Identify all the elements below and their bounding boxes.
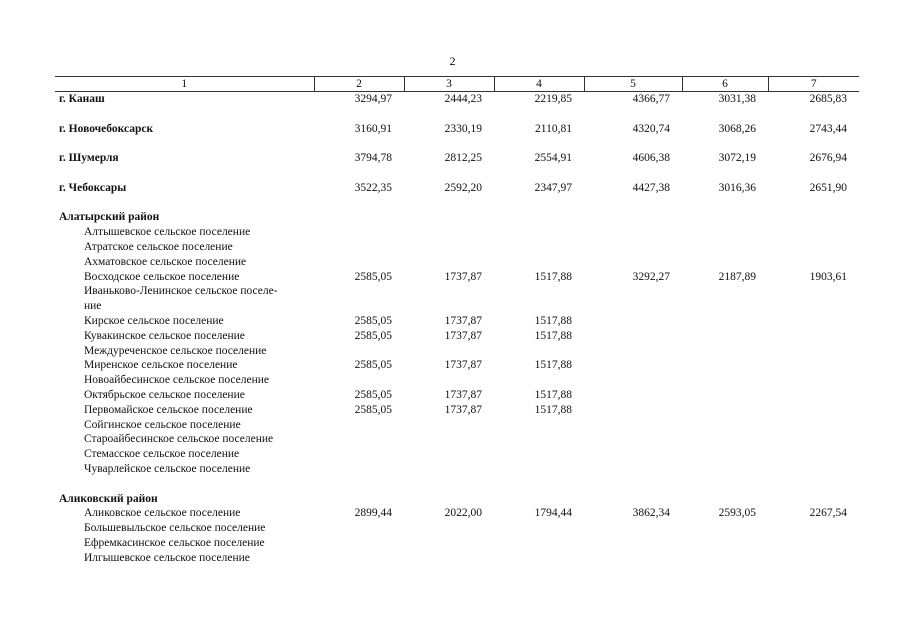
value-cell <box>682 255 768 270</box>
value-cell <box>494 240 584 255</box>
value-cell <box>768 329 859 344</box>
settlement-row <box>55 344 859 359</box>
spacer-row <box>55 196 859 211</box>
value-cell <box>584 551 682 566</box>
column-header: 7 <box>768 77 859 92</box>
value-cell <box>404 521 494 536</box>
spacer-cell <box>494 107 584 122</box>
row-name: Миренское сельское поселение <box>84 359 238 372</box>
settlement-row <box>55 418 859 433</box>
value-cell <box>682 373 768 388</box>
value-cell <box>494 462 584 477</box>
value-cell <box>682 536 768 551</box>
row-name: Староайбесинское сельское поселение <box>84 433 274 446</box>
value-cell: 4320,74 <box>632 122 670 135</box>
row-name: г. Чебоксары <box>59 181 127 194</box>
value-cell: 3072,19 <box>718 152 756 165</box>
value-cell <box>584 299 682 314</box>
value-cell <box>494 418 584 433</box>
spacer-cell <box>55 136 314 151</box>
spacer-cell <box>314 477 404 492</box>
value-cell: 1737,87 <box>444 388 482 401</box>
settlement-row <box>55 388 859 403</box>
value-cell <box>584 432 682 447</box>
value-cell <box>314 432 404 447</box>
value-cell <box>314 418 404 433</box>
spacer-cell <box>584 136 682 151</box>
row-name: Кувакинское сельское поселение <box>84 329 245 342</box>
value-cell <box>584 373 682 388</box>
value-cell <box>682 388 768 403</box>
value-cell: 2685,83 <box>809 93 847 105</box>
value-cell: 2585,05 <box>354 359 392 372</box>
settlement-row <box>55 551 859 566</box>
value-cell <box>768 388 859 403</box>
value-cell <box>682 299 768 314</box>
value-cell <box>768 225 859 240</box>
value-cell <box>494 536 584 551</box>
table-header-row <box>55 77 859 92</box>
value-cell <box>584 329 682 344</box>
row-name: Стемасское сельское поселение <box>84 448 240 461</box>
value-cell <box>682 462 768 477</box>
value-cell <box>494 521 584 536</box>
group-row <box>55 181 859 196</box>
value-cell: 2219,85 <box>534 93 572 105</box>
value-cell: 2585,05 <box>354 314 392 327</box>
row-name: Кирское сельское поселение <box>84 314 224 327</box>
spacer-cell <box>314 136 404 151</box>
spacer-cell <box>314 196 404 211</box>
value-cell <box>314 344 404 359</box>
value-cell: 2676,94 <box>809 152 847 165</box>
value-cell <box>768 432 859 447</box>
row-name: Междуреченское сельское поселение <box>84 344 267 357</box>
value-cell <box>404 551 494 566</box>
value-cell <box>314 536 404 551</box>
value-cell <box>494 344 584 359</box>
value-cell: 1517,88 <box>534 388 572 401</box>
value-cell <box>682 210 768 225</box>
settlement-row <box>55 447 859 462</box>
value-cell: 3794,78 <box>354 152 392 165</box>
value-cell: 1737,87 <box>444 314 482 327</box>
value-cell <box>584 358 682 373</box>
spacer-cell <box>768 196 859 211</box>
value-cell <box>682 432 768 447</box>
spacer-cell <box>494 196 584 211</box>
value-cell: 3292,27 <box>632 270 670 283</box>
table-body <box>55 92 859 566</box>
value-cell <box>314 492 404 507</box>
value-cell <box>314 284 404 299</box>
value-cell <box>584 388 682 403</box>
row-name: ние <box>84 300 102 313</box>
value-cell: 4366,77 <box>632 93 670 105</box>
row-name: Октябрьское сельское поселение <box>84 388 245 401</box>
row-name: Новоайбесинское сельское поселение <box>84 374 269 387</box>
spacer-cell <box>314 107 404 122</box>
value-cell: 2022,00 <box>444 507 482 520</box>
column-header: 1 <box>55 77 314 92</box>
value-cell <box>584 447 682 462</box>
value-cell: 4427,38 <box>632 181 670 194</box>
value-cell <box>768 536 859 551</box>
spacer-cell <box>494 166 584 181</box>
settlement-row <box>55 299 859 314</box>
value-cell <box>768 358 859 373</box>
value-cell <box>494 373 584 388</box>
value-cell <box>682 521 768 536</box>
value-cell <box>494 225 584 240</box>
value-cell: 1737,87 <box>444 359 482 372</box>
value-cell <box>768 284 859 299</box>
column-header: 3 <box>404 77 494 92</box>
spacer-cell <box>404 166 494 181</box>
row-name: Иваньково-Ленинское сельское поселе- <box>84 285 278 298</box>
row-name: г. Канаш <box>59 93 105 105</box>
spacer-cell <box>584 107 682 122</box>
value-cell <box>584 521 682 536</box>
column-header: 4 <box>494 77 584 92</box>
value-cell <box>314 447 404 462</box>
value-cell <box>682 240 768 255</box>
row-name: Аликовское сельское поселение <box>84 507 241 520</box>
value-cell <box>314 240 404 255</box>
value-cell: 3068,26 <box>718 122 756 135</box>
value-cell <box>584 536 682 551</box>
spacer-row <box>55 477 859 492</box>
value-cell <box>404 299 494 314</box>
spacer-cell <box>494 136 584 151</box>
value-cell: 1517,88 <box>534 359 572 372</box>
value-cell <box>682 358 768 373</box>
value-cell <box>404 373 494 388</box>
settlement-row <box>55 358 859 373</box>
settlement-row <box>55 225 859 240</box>
value-cell <box>404 447 494 462</box>
value-cell: 1737,87 <box>444 270 482 283</box>
spacer-cell <box>404 196 494 211</box>
row-name: Чуварлейское сельское поселение <box>84 462 251 475</box>
row-name: Ахматовское сельское поселение <box>84 255 247 268</box>
spacer-cell <box>768 107 859 122</box>
value-cell <box>404 284 494 299</box>
value-cell: 2592,20 <box>444 181 482 194</box>
value-cell: 2187,89 <box>718 270 756 283</box>
value-cell <box>404 536 494 551</box>
spacer-cell <box>768 477 859 492</box>
row-name: Аликовский район <box>59 492 158 505</box>
value-cell <box>494 492 584 507</box>
settlement-row <box>55 270 859 285</box>
value-cell: 3160,91 <box>354 122 392 135</box>
spacer-row <box>55 136 859 151</box>
row-name: Ефремкасинское сельское поселение <box>84 536 265 549</box>
value-cell: 4606,38 <box>632 152 670 165</box>
value-cell: 2899,44 <box>354 507 392 520</box>
value-cell: 2585,05 <box>354 270 392 283</box>
value-cell <box>584 284 682 299</box>
value-cell <box>494 551 584 566</box>
value-cell <box>584 240 682 255</box>
value-cell <box>404 225 494 240</box>
spacer-cell <box>682 196 768 211</box>
value-cell <box>584 418 682 433</box>
value-cell: 2585,05 <box>354 403 392 416</box>
settlement-row <box>55 536 859 551</box>
value-cell: 3031,38 <box>718 93 756 105</box>
value-cell: 2651,90 <box>809 181 847 194</box>
value-cell: 2585,05 <box>354 329 392 342</box>
settlement-row <box>55 314 859 329</box>
settlement-row <box>55 373 859 388</box>
value-cell <box>682 329 768 344</box>
spacer-cell <box>584 196 682 211</box>
value-cell <box>584 344 682 359</box>
value-cell <box>768 551 859 566</box>
spacer-cell <box>584 477 682 492</box>
settlement-row <box>55 255 859 270</box>
spacer-cell <box>314 166 404 181</box>
value-cell <box>584 314 682 329</box>
value-cell: 1517,88 <box>534 329 572 342</box>
value-cell <box>494 299 584 314</box>
value-cell: 3016,36 <box>718 181 756 194</box>
spacer-cell <box>584 166 682 181</box>
value-cell: 2812,25 <box>444 152 482 165</box>
row-name: Атратское сельское поселение <box>84 240 233 253</box>
value-cell <box>404 492 494 507</box>
spacer-cell <box>55 196 314 211</box>
value-cell <box>584 225 682 240</box>
value-cell <box>314 521 404 536</box>
value-cell <box>404 344 494 359</box>
row-name: Сойгинское сельское поселение <box>84 418 241 431</box>
value-cell <box>404 210 494 225</box>
value-cell: 3522,35 <box>354 181 392 194</box>
spacer-cell <box>55 477 314 492</box>
value-cell <box>682 492 768 507</box>
row-name: г. Новочебоксарск <box>59 122 154 135</box>
spacer-cell <box>494 477 584 492</box>
spacer-cell <box>404 477 494 492</box>
value-cell: 1517,88 <box>534 403 572 416</box>
row-name: г. Шумерля <box>59 152 119 165</box>
value-cell <box>404 462 494 477</box>
group-row <box>55 122 859 137</box>
spacer-cell <box>682 136 768 151</box>
settlement-row <box>55 432 859 447</box>
settlement-row <box>55 403 859 418</box>
value-cell <box>314 225 404 240</box>
column-header: 5 <box>584 77 682 92</box>
settlement-row <box>55 462 859 477</box>
value-cell <box>494 255 584 270</box>
value-cell: 1517,88 <box>534 270 572 283</box>
settlement-row <box>55 329 859 344</box>
value-cell <box>682 344 768 359</box>
value-cell <box>768 418 859 433</box>
value-cell <box>404 240 494 255</box>
value-cell: 2554,91 <box>534 152 572 165</box>
value-cell <box>314 551 404 566</box>
settlement-row <box>55 240 859 255</box>
value-cell <box>768 492 859 507</box>
page-number: 2 <box>449 54 456 68</box>
value-cell: 1737,87 <box>444 403 482 416</box>
value-cell <box>768 521 859 536</box>
value-cell <box>768 299 859 314</box>
value-cell <box>584 462 682 477</box>
value-cell <box>404 418 494 433</box>
value-cell <box>682 551 768 566</box>
value-cell <box>768 447 859 462</box>
spacer-row <box>55 166 859 181</box>
value-cell <box>768 344 859 359</box>
group-row <box>55 151 859 166</box>
settlement-row <box>55 506 859 521</box>
value-cell <box>768 373 859 388</box>
spacer-cell <box>682 477 768 492</box>
value-cell <box>404 432 494 447</box>
spacer-cell <box>55 107 314 122</box>
value-cell: 3862,34 <box>632 507 670 520</box>
row-name: Алтышевское сельское поселение <box>84 226 251 239</box>
value-cell <box>494 210 584 225</box>
group-row <box>55 92 859 107</box>
value-cell: 2330,19 <box>444 122 482 135</box>
value-cell <box>314 210 404 225</box>
spacer-cell <box>55 166 314 181</box>
value-cell <box>314 373 404 388</box>
value-cell <box>682 447 768 462</box>
value-cell <box>768 403 859 418</box>
value-cell: 2743,44 <box>809 122 847 135</box>
spacer-cell <box>404 136 494 151</box>
value-cell <box>494 432 584 447</box>
row-name: Первомайское сельское поселение <box>84 403 253 416</box>
value-cell <box>584 403 682 418</box>
spacer-cell <box>768 136 859 151</box>
column-header: 6 <box>682 77 768 92</box>
value-cell <box>768 462 859 477</box>
value-cell <box>682 418 768 433</box>
value-cell <box>494 284 584 299</box>
value-cell: 1737,87 <box>444 329 482 342</box>
value-cell <box>404 255 494 270</box>
value-cell <box>494 447 584 462</box>
value-cell <box>768 255 859 270</box>
value-cell: 1903,61 <box>809 270 847 283</box>
value-cell <box>314 255 404 270</box>
group-row <box>55 492 859 507</box>
value-cell <box>682 284 768 299</box>
value-cell <box>768 240 859 255</box>
value-cell <box>682 225 768 240</box>
spacer-cell <box>682 107 768 122</box>
row-name: Алатырский район <box>59 211 160 224</box>
value-cell: 2110,81 <box>535 122 572 135</box>
value-cell: 2593,05 <box>718 507 756 520</box>
tariff-table <box>55 76 859 566</box>
spacer-cell <box>768 166 859 181</box>
value-cell <box>584 210 682 225</box>
value-cell <box>768 210 859 225</box>
group-row <box>55 210 859 225</box>
value-cell: 1517,88 <box>534 314 572 327</box>
value-cell <box>314 299 404 314</box>
value-cell <box>768 314 859 329</box>
column-header: 2 <box>314 77 404 92</box>
spacer-row <box>55 107 859 122</box>
settlement-row <box>55 284 859 299</box>
spacer-cell <box>404 107 494 122</box>
row-name: Большевыльское сельское поселение <box>84 522 266 535</box>
value-cell <box>584 492 682 507</box>
value-cell <box>314 462 404 477</box>
value-cell: 1794,44 <box>534 507 572 520</box>
value-cell <box>682 403 768 418</box>
value-cell: 2267,54 <box>809 507 847 520</box>
settlement-row <box>55 521 859 536</box>
spacer-cell <box>682 166 768 181</box>
value-cell: 2347,97 <box>534 181 572 194</box>
value-cell <box>584 255 682 270</box>
value-cell: 3294,97 <box>354 93 392 105</box>
value-cell: 2585,05 <box>354 388 392 401</box>
row-name: Восходское сельское поселение <box>84 270 240 283</box>
value-cell <box>682 314 768 329</box>
value-cell: 2444,23 <box>444 93 482 105</box>
row-name: Илгышевское сельское поселение <box>84 551 250 564</box>
